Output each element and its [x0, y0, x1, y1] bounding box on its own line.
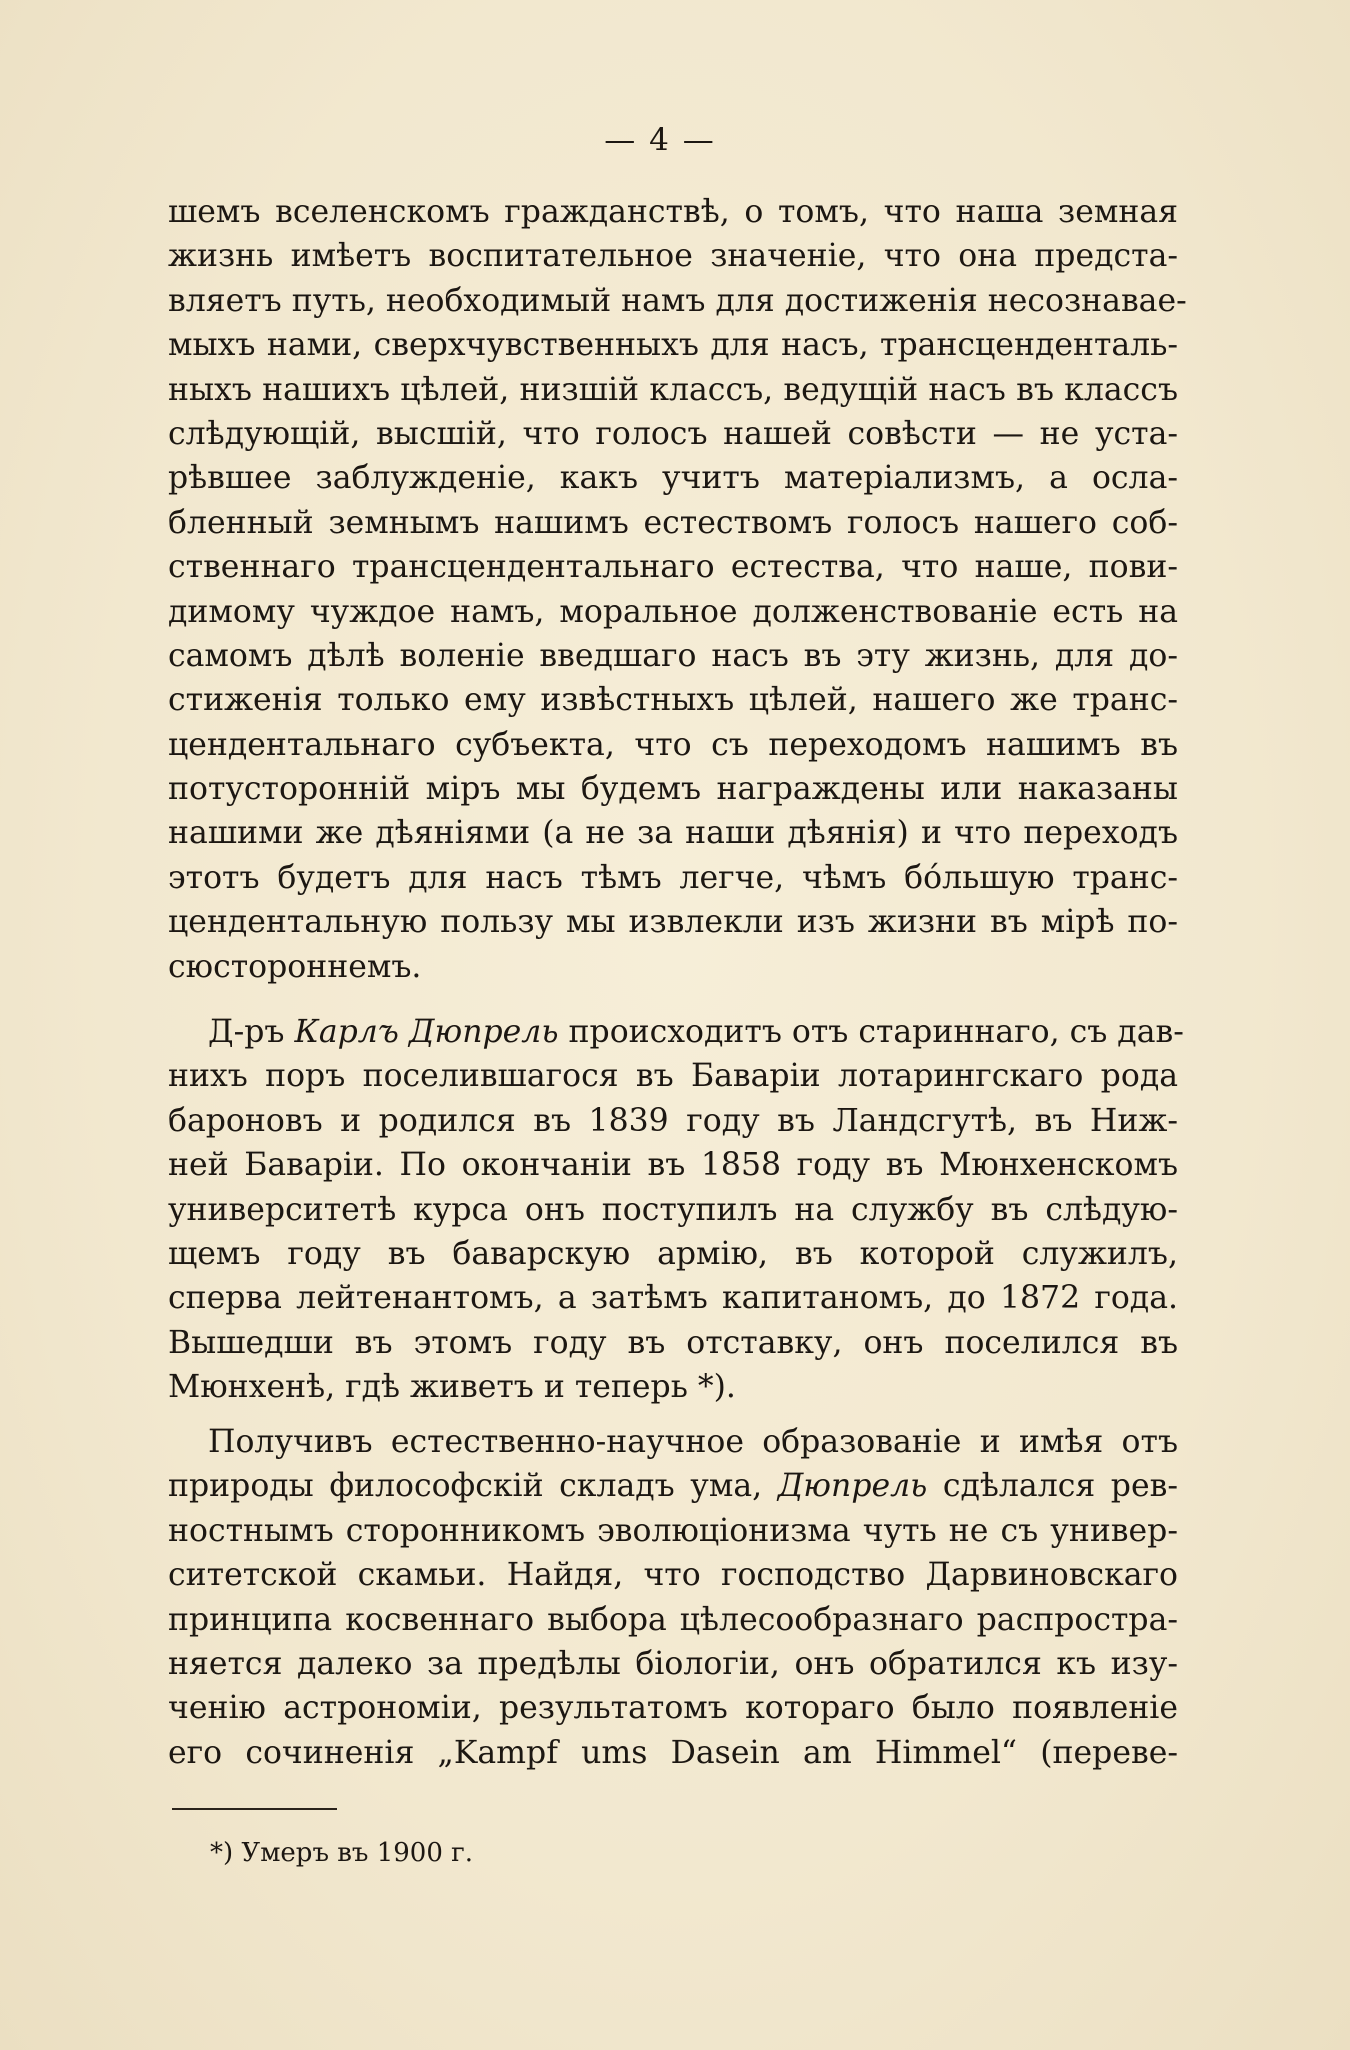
text-line: няется далеко за предѣлы біологіи, онъ обратился къ изу-	[168, 1645, 1178, 1682]
text-line: этотъ будетъ для насъ тѣмъ легче, чѣмъ бо́льшую транс-	[168, 859, 1178, 896]
text-line	[168, 1010, 1184, 1054]
text-line: университетѣ курса онъ поступилъ на службу въ слѣдую-	[168, 1191, 1178, 1228]
text-line: нашими же дѣяніями (а не за наши дѣянія) и что переходъ	[168, 815, 1178, 852]
footnote: *) Умеръ въ 1900 г.	[210, 1838, 474, 1868]
text-line: нихъ поръ поселившагося въ Баваріи лотарингскаго рода	[168, 1058, 1178, 1095]
paragraph-1	[168, 190, 1187, 989]
text-line: его сочиненія „Kampf ums Dasein am Himmel“ (переве-	[168, 1734, 1178, 1771]
text-line: Получивъ естественно-научное образованіе и имѣя отъ	[208, 1424, 1178, 1460]
text-line: димому чуждое намъ, моральное долженствованіе есть на	[168, 593, 1178, 630]
text-line: мыхъ нами, сверхчувственныхъ для насъ, трансценденталь-	[168, 327, 1178, 364]
text-line	[168, 1464, 1178, 1508]
text-line: бароновъ и родился въ 1839 году въ Ландсгутѣ, въ Ниж-	[168, 1102, 1178, 1139]
text-fragment: происходитъ отъ стариннаго, съ дав-	[558, 1014, 1184, 1050]
text-line: стиженія только ему извѣстныхъ цѣлей, нашего же транс-	[168, 682, 1178, 719]
text-line: ныхъ нашихъ цѣлей, низшій классъ, ведущій насъ въ классъ	[168, 371, 1178, 408]
text-line: бленный земнымъ нашимъ естествомъ голосъ нашего соб-	[168, 504, 1178, 541]
text-fragment: природы философскій складъ ума,	[168, 1468, 778, 1505]
text-line: цендентальнаго субъекта, что съ переходомъ нашимъ въ	[168, 726, 1178, 763]
text-line: ностнымъ сторонникомъ эволюціонизма чуть не съ универ-	[168, 1512, 1178, 1549]
paragraph-3	[168, 1420, 1178, 1775]
text-line: слѣдующій, высшій, что голосъ нашей совѣсти — не уста-	[168, 415, 1178, 452]
page-number: — 4 —	[604, 122, 716, 158]
text-line: рѣвшее заблужденіе, какъ учитъ матеріализмъ, а осла-	[168, 460, 1178, 497]
text-line: Вышедши въ этомъ году въ отставку, онъ поселился въ	[168, 1324, 1178, 1361]
text-line: жизнь имѣетъ воспитательное значеніе, что она предста-	[168, 238, 1178, 275]
text-line: ситетской скамьи. Найдя, что господство Дарвиновскаго	[168, 1557, 1178, 1594]
text-line: ственнаго трансцендентальнаго естества, что наше, пови-	[168, 549, 1178, 586]
footnote-divider	[172, 1808, 337, 1810]
person-name: Карлъ Дюпрель	[294, 1014, 559, 1050]
text-line: шемъ вселенскомъ гражданствѣ, о томъ, что наша земная	[168, 194, 1178, 230]
text-line: Мюнхенѣ, гдѣ живетъ и теперь *).	[168, 1369, 736, 1406]
person-name: Дюпрель	[777, 1468, 928, 1505]
text-line: самомъ дѣлѣ воленіе введшаго насъ въ эту жизнь, для до-	[168, 637, 1178, 674]
text-line: сперва лейтенантомъ, а затѣмъ капитаномъ, до 1872 года.	[168, 1280, 1178, 1317]
paragraph-2	[168, 1010, 1184, 1410]
text-fragment: Д-ръ	[208, 1014, 295, 1050]
text-line: ней Баваріи. По окончаніи въ 1858 году въ Мюнхенскомъ	[168, 1147, 1178, 1184]
text-line: потусторонній міръ мы будемъ награждены или наказаны	[168, 771, 1178, 808]
text-line: ченію астрономіи, результатомъ котораго было появленіе	[168, 1690, 1178, 1727]
text-line: цендентальную пользу мы извлекли изъ жизни въ мірѣ по-	[168, 904, 1178, 941]
text-line: принципа косвеннаго выбора цѣлесообразнаго распростра-	[168, 1601, 1178, 1638]
text-line: вляетъ путь, необходимый намъ для достиженія несознавае-	[168, 282, 1187, 319]
text-line: сюстороннемъ.	[168, 948, 422, 985]
text-line: щемъ году въ баварскую армію, въ которой служилъ,	[168, 1235, 1178, 1272]
text-fragment: сдѣлался рев-	[927, 1468, 1178, 1505]
